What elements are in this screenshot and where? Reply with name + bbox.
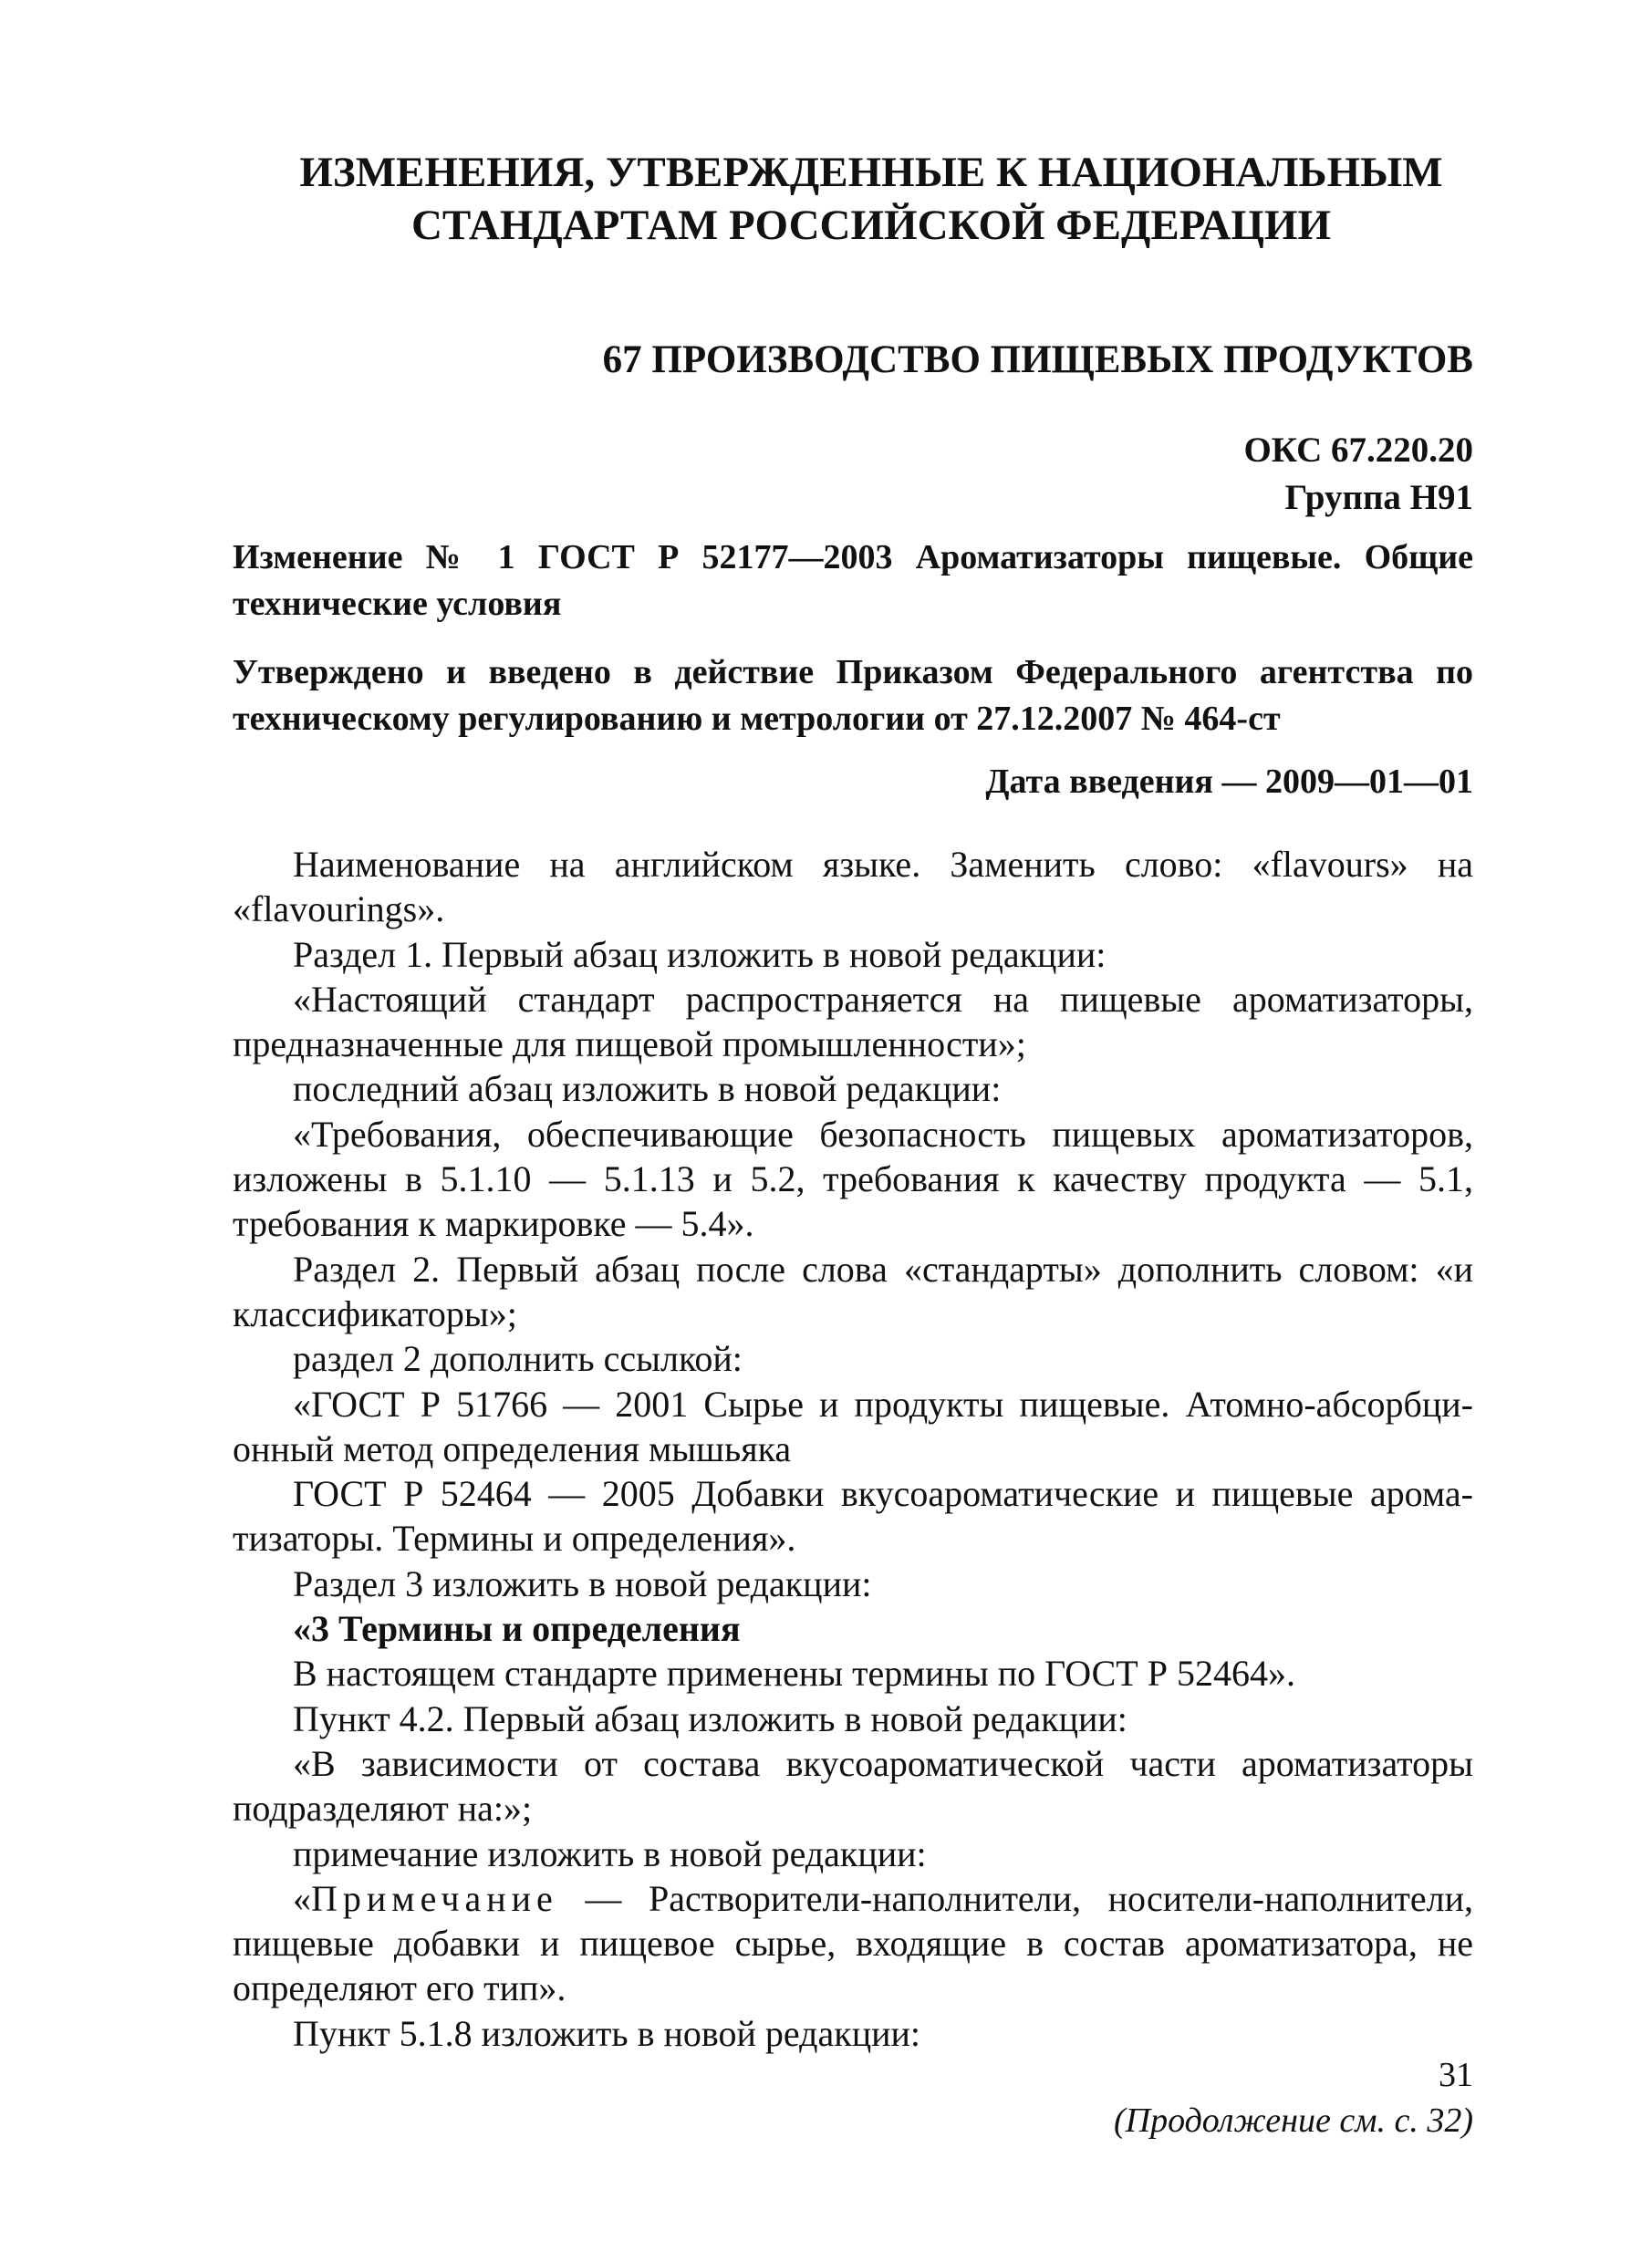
introduction-date: Дата введения — 2009—01—01 (985, 763, 1473, 801)
body-paragraph: «Требования, обеспечивающие безопасность пищевых ароматизаторов, изложены в 5.1.10 — 5.1.13 и 5.2, требования к качеству продукта — 5.1, требования к маркировке — 5.4». (233, 1113, 1473, 1245)
body-paragraph: ГОСТ Р 52464 — 2005 Добавки вкусоароматические и пищевые ароматизаторы. Термины и определения». (233, 1473, 1473, 1560)
body-paragraph: «В зависимости от состава вкусоароматической части ароматизаторы подразделяют на:»; (233, 1742, 1473, 1830)
oks-code: ОКС 67.220.20 (1243, 431, 1473, 470)
body-paragraph: «ГОСТ Р 51766 — 2001 Сырье и продукты пищевые. Атомно-абсорбционный метод определения мышьяка (233, 1383, 1473, 1469)
document-page (233, 146, 1473, 2143)
document-title (233, 146, 1473, 252)
body-paragraph: «Настоящий стандарт распространяется на пищевые ароматизаторы, предназначенные для пищевой промышленности»; (233, 978, 1473, 1065)
note-open-quote: « (293, 1877, 311, 1919)
continuation-note: (Продолжение см. с. 32) (1113, 2101, 1473, 2141)
page-number: 31 (1439, 2056, 1473, 2094)
body-paragraph: последний абзац изложить в новой редакции: (293, 1068, 1002, 1110)
body-paragraph: примечание изложить в новой редакции: (293, 1832, 927, 1874)
body-paragraph: раздел 2 дополнить ссылкой: (293, 1338, 743, 1380)
body-paragraph: Пункт 5.1.8 изложить в новой редакции: (293, 2012, 921, 2054)
body-paragraph: Раздел 3 изложить в новой редакции: (293, 1562, 872, 1604)
body-text (233, 842, 1473, 2056)
document-title-line-1: ИЗМЕНЕНИЯ, УТВЕРЖДЕННЫЕ К НАЦИОНАЛЬНЫМ (299, 149, 1443, 196)
note-paragraph (233, 1876, 1473, 2011)
body-paragraph: Пункт 4.2. Первый абзац изложить в новой редакции: (293, 1697, 1127, 1739)
amendment-title: Изменение № 1 ГОСТ Р 52177—2003 Ароматизаторы пищевые. Общие технические условия (233, 538, 1473, 623)
classifier-block (233, 427, 1473, 522)
note-label: Примечание (311, 1877, 558, 1919)
section-title: 67 ПРОИЗВОДСТВО ПИЩЕВЫХ ПРОДУКТОВ (602, 338, 1473, 381)
body-paragraph: В настоящем стандарте применены термины по ГОСТ Р 52464». (293, 1653, 1295, 1695)
approval-statement: Утверждено и введено в действие Приказом Федерального агентства по техническому регулированию и метрологии от 27.12.2007 № 464-ст (233, 653, 1473, 738)
section-3-heading: «3 Термины и определения (293, 1608, 741, 1650)
body-paragraph: Раздел 1. Первый абзац изложить в новой редакции: (293, 933, 1107, 975)
body-paragraph: Раздел 2. Первый абзац после слова «стандарты» дополнить словом: «и классификаторы»; (233, 1248, 1473, 1334)
document-title-line-2: СТАНДАРТАМ РОССИЙСКОЙ ФЕДЕРАЦИИ (410, 202, 1332, 249)
body-paragraph: Наименование на английском языке. Заменить слово: «flavours» на «flavourings». (233, 844, 1473, 930)
group-code: Группа Н91 (1284, 478, 1473, 517)
note-text: — Растворители-наполнители, носители-наполнители, пищевые добавки и пищевое сырье, входящие в состав ароматизатора, не определяют его тип». (233, 1877, 1473, 2009)
